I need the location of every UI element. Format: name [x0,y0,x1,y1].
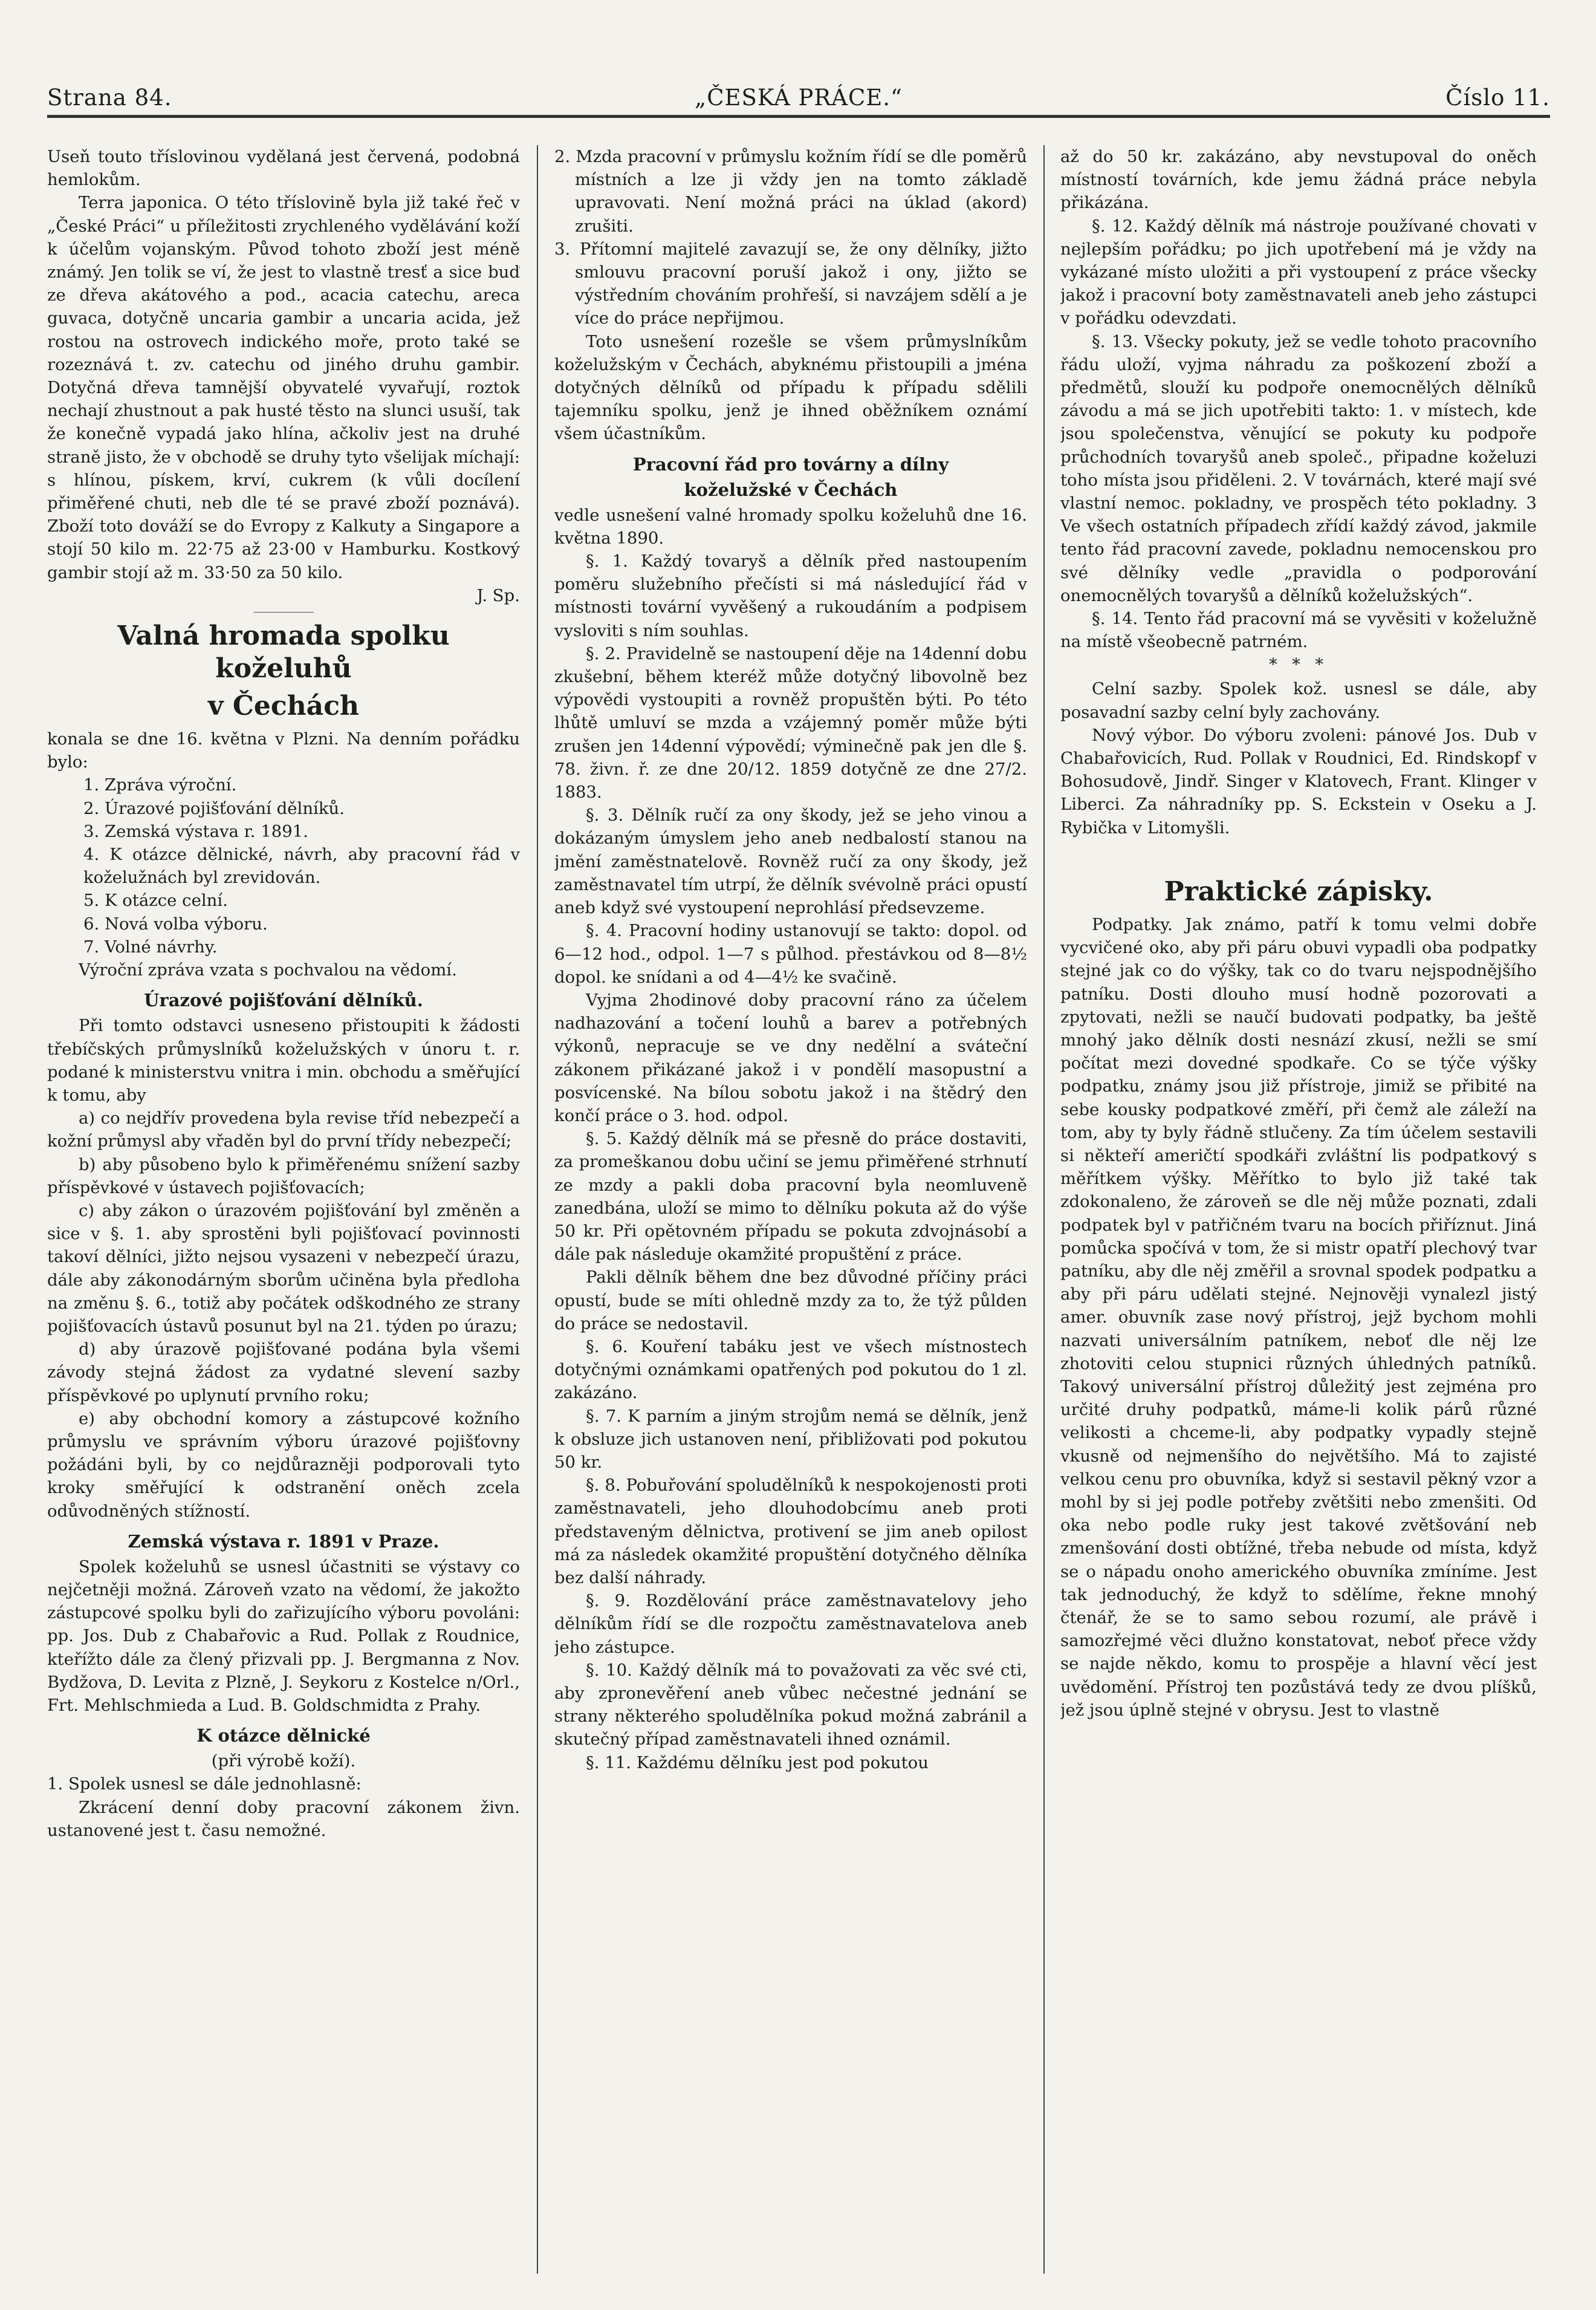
heading-prakticke-zapisky: Praktické zápisky. [1164,876,1433,907]
heading-valna-hromada: Valná hromada spolku koželuhů [117,620,450,685]
section-5: §. 5. Každý dělník má se přesně do práce dostaviti, za promeškanou dobu učiní se jemu přiměřené strhnutí ze mzdy a pakli doba pracovní byla neomluveně zanedbána, uloží se mimo to dělníku pokuta až do výše 50 kr. Při opětovném případu se pokuta zdvojnásobí a dále pak následuje okamžité propuštění z práce. [554,1129,1027,1264]
section-1: §. 1. Každý tovaryš a dělník před nastoupením poměru služebního přečísti si má následující řád v místnosti tovární vyvěšený a rukoudáním a podpisem vysloviti s ním souhlas. [554,551,1027,640]
paragraph: Při tomto odstavci usneseno přistoupiti k žádosti třebíčských průmyslníků koželužských v únoru t. r. podané k ministerstvu vnitra i min. obchodu a směřující k tomu, aby [47,1016,520,1105]
section-4: §. 4. Pracovní hodiny ustanovují se takto: dopol. od 6—12 hod., odpol. 1—7 s půlhod. přestávkou od 8—8½ dopol. ke snídani a od 4—4½ ke svačině. [554,921,1027,987]
agenda-item: 2. Úrazové pojišťování dělníků. [83,798,345,818]
column-divider [537,145,538,2274]
paragraph-podpatky: Podpatky. Jak známo, patří k tomu velmi dobře vycvičené oko, aby při páru obuvi vypadli oba podpatky stejné jak co do výšky, tak co do tvaru nejspodnějšího patníku. Dosti dlouho musí hodně pozorovati a zpytovati, nežli se naučí budovati podpatky, ba ještě mnohý jako dělník dosti nesnází zkusí, nežli se smí počítat mezi dovedné spodkaře. Co se týče výšky podpatku, známy jsou již přístroje, jimiž se přibité na sebe kousky podpatkové změří, při čemž ale záleží na tom, aby ty byly řádně stlučeny. Za tím účelem sestavili si někteří američtí spodkáři zvláštní lis podpatkový s měřítkem výšky. Měřítko to bylo již také tak zdokonaleno, že zároveň se dle něj může poznati, zdali podpatek byl v patřičném tvaru na bocích přiříznut. Jiná pomůcka spočívá v tom, že si mistr opatří plechový tvar patníku, aby dle něj změřil a srovnal spodek podpatku a aby při páru udělati stejné. Nejnověji vynalezl jistý amer. obuvník zase nový přístroj, jejž bychom mohli nazvati universálním patníkem, neboť dle něj lze zhotoviti celou stupnici různých úhledných patníků. Takový universální přístroj důležitý jest zejména pro určité druhy podpatků, máme-li kolik párů různé velikosti a chceme-li, aby podpatky vypadly stejně vkusně od nejmenšího do největšího. Má to zajisté velkou cenu pro obuvníka, když si sestavil pěkný vzor a mohl by si jej podle potřeby zvětšiti nebo zmenšiti. Od oka nebo podle ruky jest takové zvětšování neb zmenšování dosti obtížné, třeba nebude od místa, když se o nápadu onoho amerického obuvníka zmíníme. Jest tak jednoduchý, že když to sdělíme, řekne mnohý čtenář, že se to samo sebou rozumí, ale právě i samozřejmé věci dlužno konstatovat, neboť přece vždy se najde někdo, komu to prospěje a hlavní věcí jest uvědomění. Přístroj ten pozůstává tedy ze dvou plíšků, jež jsou úplně stejné v obrysu. Jest to vlastně [1060,914,1537,1720]
paragraph-item-a: a) co nejdřív provedena byla revise tříd nebezpečí a kožní průmysl aby vřaděn byl do první třídy nebezpečí; [47,1108,520,1151]
section-3: §. 3. Dělník ručí za ony škody, jež se jeho vinou a dokázaným úmyslem jeho aneb nedbalostí stanou na jmění zaměstnatelově. Rovněž ručí za ony škody, jež zaměstnavatel tím utrpí, že dělník svévolně práci opustí aneb když své vystoupení neprohlásí předsevzeme. [554,805,1027,918]
section-6: §. 6. Kouření tabáku jest ve všech místnostech dotyčnými oznámkami opatřených pod pokutou do 1 zl. zakázáno. [554,1336,1027,1403]
paragraph: konala se dne 16. května v Plzni. Na denním pořádku bylo: [47,729,520,772]
paragraph-item-e: e) aby obchodní komory a zástupcové kožního průmyslu ve správním výboru úrazové pojišťovny požádáni byli, by co nejdůrazněji podporovali tyto kroky směřující k odstranění oněch zcela odůvodněných stížností. [47,1408,520,1521]
heading-urazove: Úrazové pojišťování dělníků. [144,990,423,1011]
paragraph-item-d: d) aby úrazově pojišťované podána byla všemi závody stejná žádost za vydatné slevení sazby příspěvkové po uplynutí prvního roku; [47,1339,520,1405]
header-rule [47,115,1550,118]
column-divider [1043,145,1045,2274]
agenda-item: 1. Zpráva výroční. [83,775,237,795]
signature: J. Sp. [476,585,520,605]
numbered-paragraph: 3. Přítomní majitelé zavazují se, že ony dělníky, jižto smlouvu pracovní poruší jakož i ony, jižto se výstředním chováním prohřeší, si navzájem sdělí a je více do práce nepřijmou. [554,239,1027,328]
section-10: §. 10. Každý dělník má to považovati za věc své cti, aby zpronevěření aneb vůbec nečestné jednání se strany některého spoludělníka pokud možná zabránil a skutečný případ zaměstnavateli ihned oznámil. [554,1660,1027,1749]
paragraph: Useň touto tříslovinou vydělaná jest červená, podobná hemlokům. [47,147,520,190]
heading-pracovni-rad-sub: koželužské v Čechách [684,479,898,500]
column-3 [1060,145,1537,2274]
section-12: §. 12. Každý dělník má nástroje používané chovati v nejlepším pořádku; po jich upotřebení má je vždy na vykázané místo uložiti a při vystoupení z práce všecky jakož i pracovní boty zaměstnavateli aneb jeho zástupci v pořádku odevzdati. [1060,216,1537,328]
agenda-item: 5. K otázce celní. [83,891,228,911]
paragraph-novy-vybor: Nový výbor. Do výboru zvoleni: pánové Jos. Dub v Chabařovicích, Rud. Pollak v Roudnici, Ed. Rindskopf v Bohosudově, Jindř. Singer v Klatovech, Frant. Klinger v Liberci. Za náhradníky pp. S. Eckstein v Oseku a J. Rybička v Litomyšli. [1060,725,1537,838]
page-number: Strana 84. [47,85,172,111]
section-13: §. 13. Všecky pokuty, jež se vedle tohoto pracovního řádu uloží, vyjma náhradu za poškození zboží a předmětů, slouží ku podpoře onemocnělých dělníků závodu a má se jich upotřebiti takto: 1. v místech, kde jsou společenstva, věnující se pokuty ku podpoře průchodních tovaryšů aneb společ., připadne koželuzi toho místa jsou přiděleni. 2. V továrnách, které mají své vlastní nemoc. pokladny, ve prospěch této pokladny. 3 Ve všech ostatních případech zřídí každý závod, jakmile tento řád pracovní zavede, pokladnu nemocenskou pro své dělníky vedle „pravidla o podporování onemocnělých tovaryšů a dělníků koželužských“. [1060,331,1537,605]
numbered-paragraph: 2. Mzda pracovní v průmyslu kožním řídí se dle poměrů místních a lze ji vždy jen na tomto základě upravovati. Není možná práci na úklad (akord) zrušiti. [554,147,1027,236]
heading-zemska-vystava: Zemská výstava r. 1891 v Praze. [128,1531,440,1552]
agenda-item: 4. K otázce dělnické, návrh, aby pracovní řád v koželužnách byl zrevidován. [83,845,520,888]
paragraph: Spolek koželuhů se usnesl účastniti se výstavy co nejčetněji možná. Zároveň vzato na vědomí, že jakožto zástupcové spolku byli do zařizujícího výboru povoláni: pp. Jos. Dub z Chabařovic a Rud. Pollak z Roudnice, kteřížto dále za člený přizvali pp. J. Bergmanna z Nov. Bydžova, D. Levita z Plzně, J. Seykoru z Kostelce n/Orl., Frt. Mehlschmieda a Lud. B. Goldschmidta z Prahy. [47,1557,520,1715]
paragraph: Pakli dělník během dne bez důvodné příčiny práci opustí, bude se míti ohledně mzdy za to, že týž půlden do práce se nedostavil. [554,1267,1027,1333]
agenda-item: 7. Volné návrhy. [83,937,218,957]
section-2: §. 2. Pravidelně se nastoupení děje na 14denní dobu zkušební, během kteréž může dotyčný libovolně bez výpovědi vystoupiti a rovněž propuštěn býti. Po této lhůtě umluví se mzda a vzájemný poměr může býti zrušen jen 14denní výpovědí; výminečně pak jen dle §. 78. živn. ř. ze dne 20/12. 1859 dotyčně ze dne 27/2. 1883. [554,643,1027,802]
subheading: (při výrobě koží). [211,1751,356,1771]
journal-title: „ČESKÁ PRÁCE.“ [695,85,903,111]
page-header [47,85,1550,127]
column-2 [554,145,1027,2274]
paragraph: Toto usnešení rozešle se všem průmyslníkům koželužským v Čechách, abyknému přistoupili a jména dotyčných dělníků od případu k případu sdělili tajemníku spolku, jenž je ihned oběžníkem oznámí všem účastníkům. [554,331,1027,444]
section-7: §. 7. K parním a jiným strojům nemá se dělník, jenž k obsluze jich ustanoven není, přibližovati pod pokutou 50 kr. [554,1406,1027,1472]
paragraph-item-c: c) aby zákon o úrazovém pojišťování byl změněn a sice v §. 1. aby sprostěni byli pojišťovací povinnosti takoví dělníci, jižto nejsou vysazeni v nebezpečí úrazu, dále aby zákonodárným sborům učiněna byla předloha na změnu §. 6., totiž aby počátek odškodného ze strany pojišťovacích ústavů posunut byl na 21. týden po úrazu; [47,1200,520,1336]
paragraph: Výroční zpráva vzata s pochvalou na vědomí. [79,960,457,980]
column-1 [47,145,520,2274]
paragraph-item-b: b) aby působeno bylo k přiměřenému snížení sazby příspěvkové v ústavech pojišťovacích; [47,1154,520,1197]
section-8: §. 8. Pobuřování spoludělníků k nespokojenosti proti zaměstnavateli, jeho dlouhodobcímu aneb proti představeným dělnictva, protivení se jim aneb opilost má za následek okamžité propuštění dotyčného dělníka bez další náhrady. [554,1475,1027,1587]
divider [253,612,314,613]
paragraph-celni-sazby: Celní sazby. Spolek kož. usnesl se dále, aby posavadní sazby celní byly zachovány. [1060,679,1537,722]
agenda-item: 3. Zemská výstava r. 1891. [83,821,308,841]
asterism: * * * [1269,656,1328,675]
agenda-item: 6. Nová volba výboru. [83,914,268,934]
paragraph: až do 50 kr. zakázáno, aby nevstupoval do oněch místností továrních, kde jemu žádná práce nebyla přikázána. [1060,147,1537,213]
issue-number: Číslo 11. [1445,85,1550,111]
heading-otazka-delnicka: K otázce dělnické [196,1725,371,1746]
paragraph: 1. Spolek usnesl se dále jednohlasně: [47,1774,362,1794]
section-9: §. 9. Rozdělování práce zaměstnavatelovy jeho dělníkům řídí se dle rozpočtu zaměstnavatelova aneb jeho zástupce. [554,1591,1027,1657]
section-14: §. 14. Tento řád pracovní má se vyvěsiti v koželužně na místě všeobecně patrném. [1060,609,1537,652]
paragraph-terra-japonica: Terra japonica. O této tříslovině byla již také řeč v „České Práci“ u příležitosti zrychleného vydělávání koží k účelům vojanským. Původ tohoto zboží jest méně známý. Jen tolik se ví, že jest to vlastně tresť a sice buď ze dřeva akátového a pod., acacia catechu, areca guvaca, dotyčně uncaria gambir a uncaria acida, jež rostou na ostrovech indického moře, proto také se rozeznává t. zv. catechu od jiného druhu gambir. Dotyčná dřeva tamnější obyvatelé vyvařují, roztok nechají zhustnout a pak husté těsto na slunci usuší, tak že konečně vypadá jako hlína, ačkoliv jest na druhé straně jisto, že v obchodě se druhy tyto všelijak míchají: s hlínou, pískem, krví, cukrem (k vůli docílení přiměřené chuti, neb dle té se pravé zboží poznává). Zboží toto dováží se do Evropy z Kalkuty a Singapore a stojí 50 kilo m. 22·75 až 23·00 v Hamburku. Kostkový gambir stojí až m. 33·50 za 50 kilo. [47,193,520,582]
paragraph: vedle usnešení valné hromady spolku koželuhů dne 16. května 1890. [554,505,1027,548]
paragraph: Vyjma 2hodinové doby pracovní ráno za účelem nadhazování a točení louhů a barev a potřebných výkonů, nepracuje se ve dny nedělní a sváteční zákonem přikázané jakož i v pondělí masopustní a posvícenské. Na bílou sobotu jakož i na štědrý den končí práce o 3. hod. odpol. [554,990,1027,1125]
heading-valna-hromada-sub: v Čechách [208,691,359,722]
paragraph: Zkrácení denní doby pracovní zákonem živn. ustanovené jest t. času nemožné. [47,1797,520,1840]
heading-pracovni-rad: Pracovní řád pro továrny a dílny [632,454,949,475]
section-11: §. 11. Každému dělníku jest pod pokutou [586,1752,929,1772]
